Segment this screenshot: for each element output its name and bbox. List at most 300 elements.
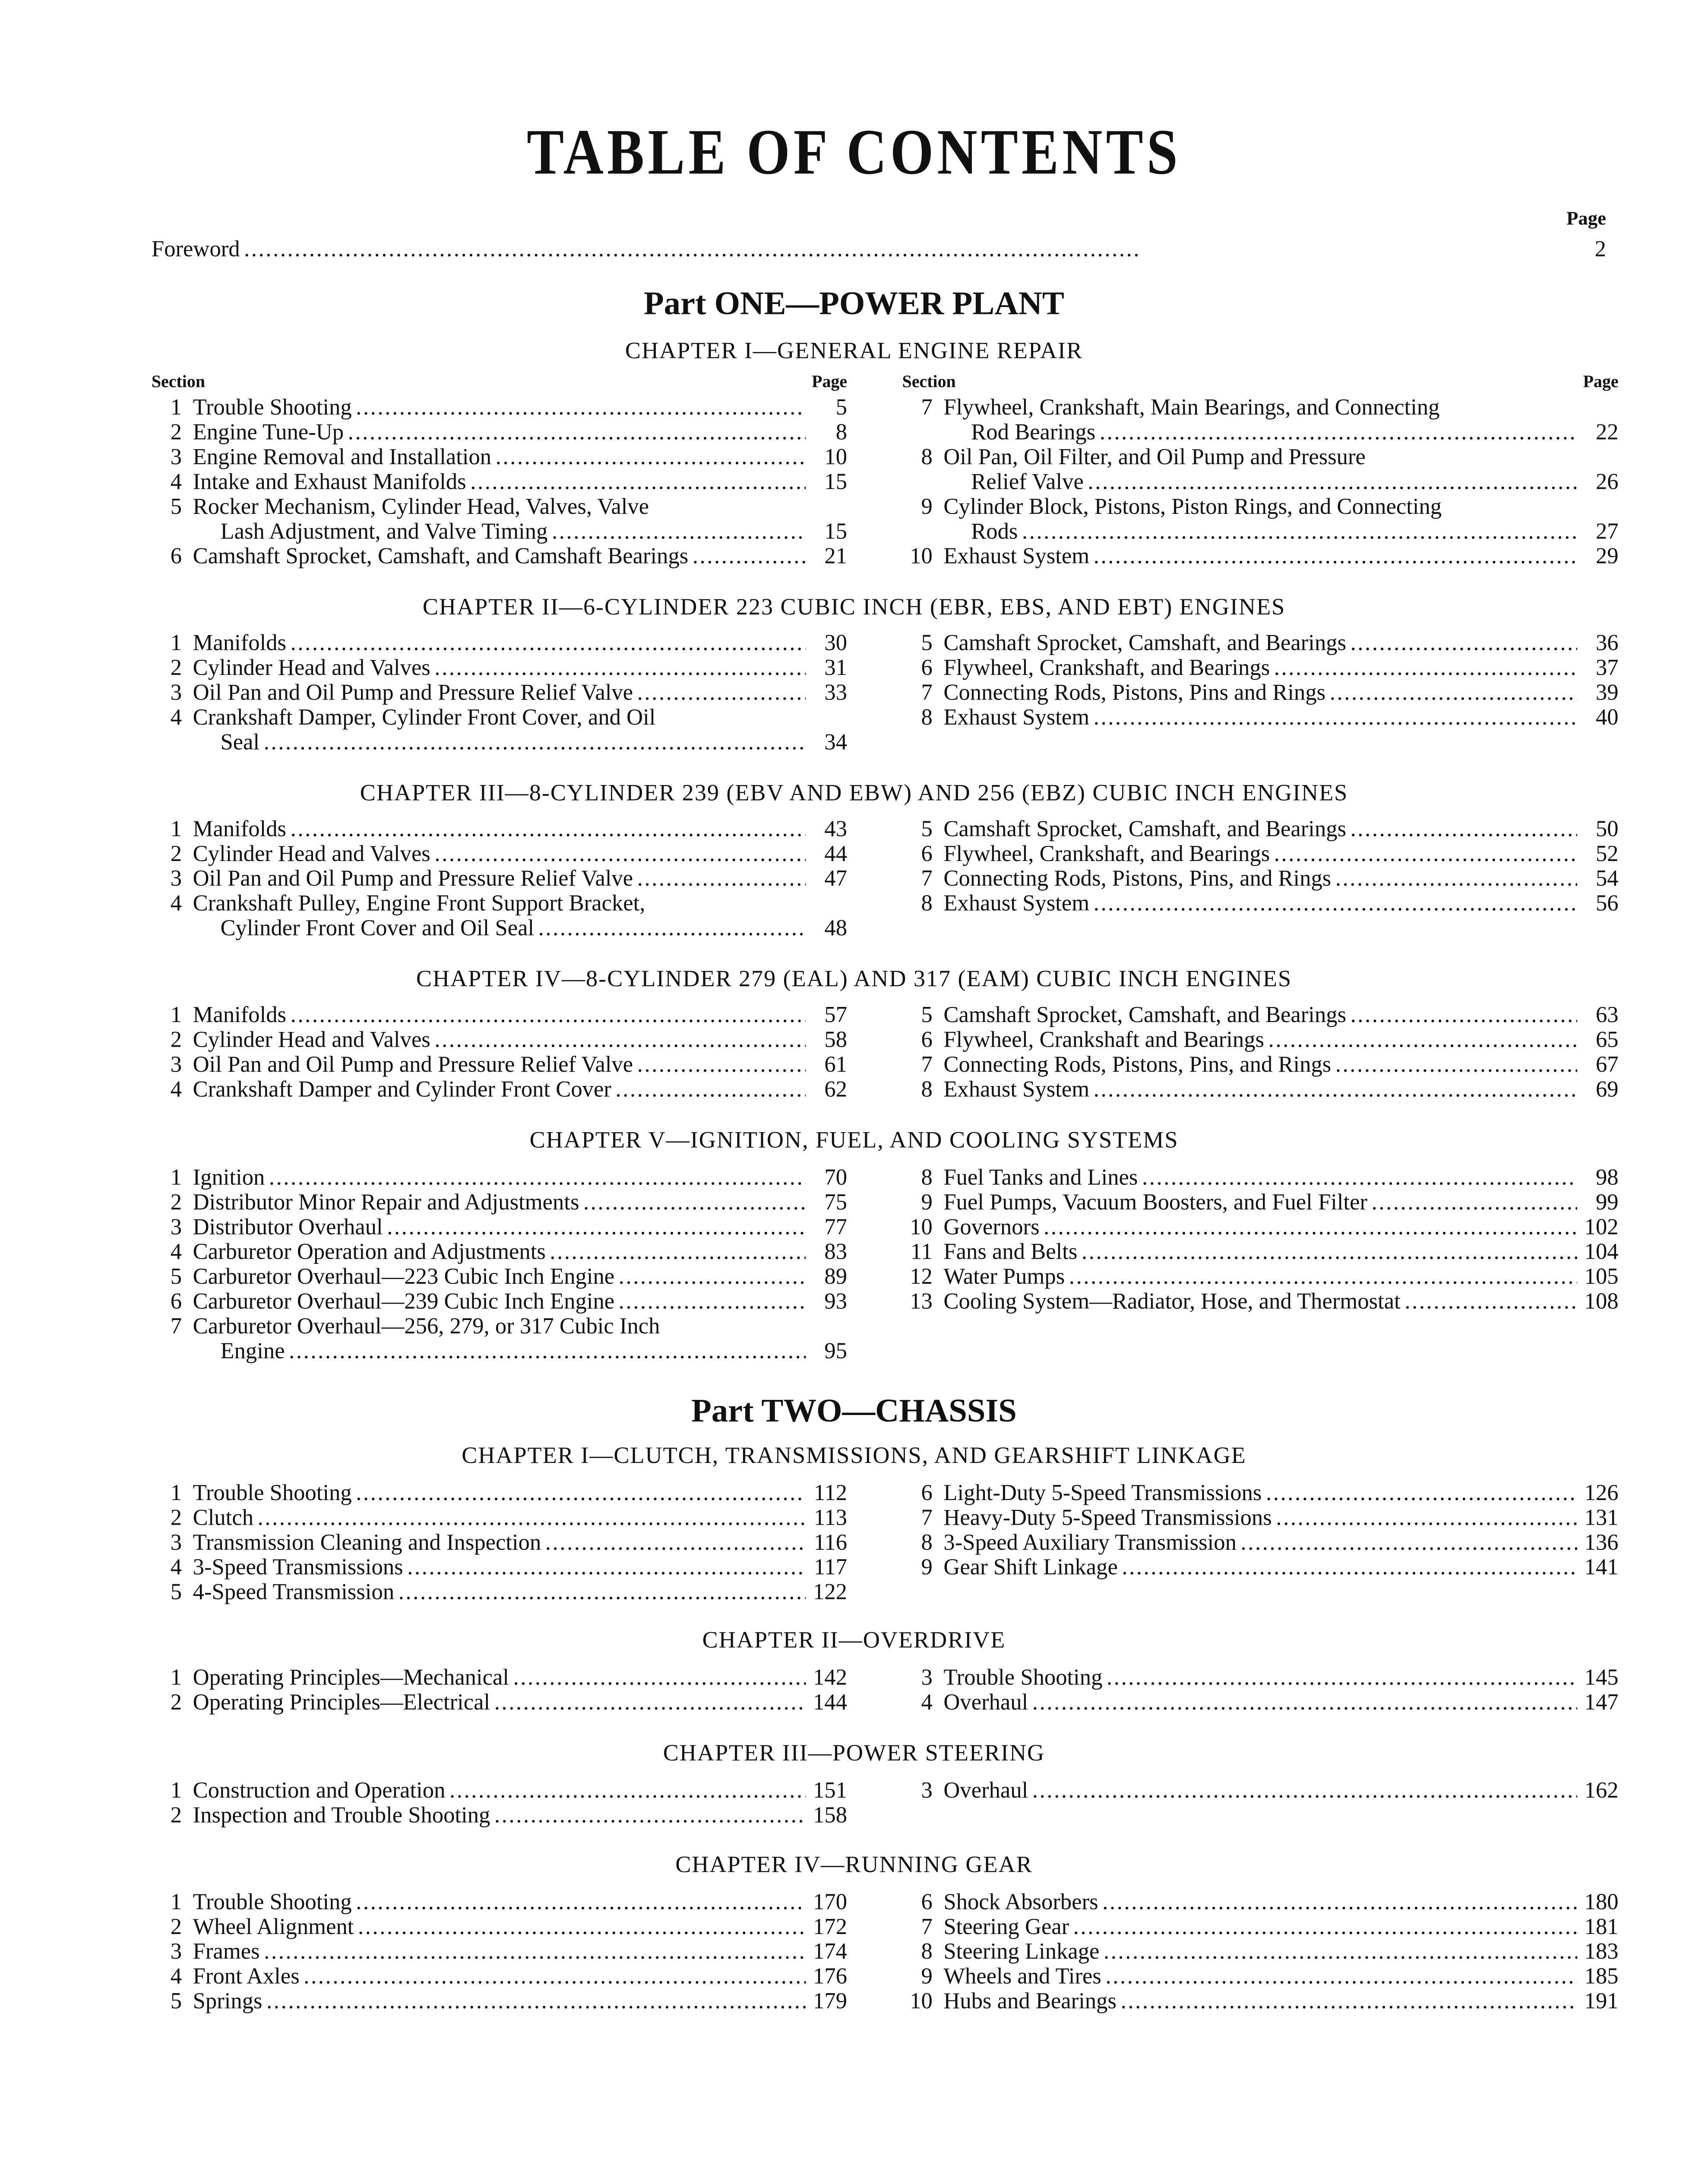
section-number: 12: [910, 1263, 933, 1289]
section-column-right: [902, 817, 1619, 916]
toc-entry: [902, 1690, 1619, 1715]
section-number: 4: [170, 704, 182, 730]
entry-row: [152, 817, 847, 842]
dot-leader: [1084, 470, 1577, 494]
section-number: 2: [170, 840, 182, 867]
entry-row: [152, 1530, 847, 1555]
dot-leader: [1098, 1890, 1577, 1915]
entry-row: [902, 420, 1619, 445]
entry-page: 27: [1595, 518, 1619, 544]
entry-page: 145: [1584, 1664, 1619, 1690]
toc-entry: [152, 817, 847, 842]
entry-page: 26: [1595, 468, 1619, 495]
entry-title: Carburetor Operation and Adjustments: [193, 1238, 546, 1265]
dot-leader: [1331, 1052, 1577, 1077]
toc-entry: [902, 842, 1619, 866]
entry-title: 3-Speed Auxiliary Transmission: [943, 1529, 1237, 1555]
entry-title: Camshaft Sprocket, Camshaft, and Bearings: [943, 815, 1347, 842]
entry-title: Relief Valve: [971, 468, 1084, 495]
entry-page: 158: [813, 1801, 848, 1828]
section-list: [902, 1890, 1619, 2014]
entry-title: Connecting Rods, Pistons, Pins, and Rings: [943, 865, 1332, 891]
section-number: 3: [921, 1664, 933, 1690]
section-number: 2: [170, 654, 182, 681]
entry-title: Rod Bearings: [971, 418, 1096, 445]
entry-title: Fans and Belts: [943, 1238, 1078, 1265]
chapter-title: CHAPTER III—8-CYLINDER 239 (EBV AND EBW) AND 256 (EBZ) CUBIC INCH ENGINES: [360, 779, 1348, 806]
entry-page: 116: [814, 1529, 848, 1555]
dot-leader: [614, 1264, 806, 1289]
section-number: 2: [170, 1688, 182, 1715]
entry-row: [902, 842, 1619, 866]
entry-title: Cylinder Front Cover and Oil Seal: [220, 915, 535, 941]
entry-page: 22: [1595, 418, 1619, 445]
entry-title: Cylinder Head and Valves: [193, 1026, 430, 1053]
dot-leader: [286, 817, 806, 842]
section-number: 9: [921, 493, 933, 519]
section-column-left: [152, 1481, 847, 1605]
section-list: [902, 396, 1619, 569]
entry-title: Engine: [220, 1337, 285, 1364]
section-number: 1: [170, 1479, 182, 1506]
section-number: 6: [921, 1479, 933, 1506]
section-number: 7: [921, 1504, 933, 1531]
section-column-left: [152, 372, 847, 569]
entry-title: Carburetor Overhaul—256, 279, or 317 Cubic Inch: [193, 1313, 660, 1339]
section-list: [902, 631, 1619, 730]
section-number: 1: [170, 1664, 182, 1690]
section-number: 9: [921, 1554, 933, 1580]
entry-title: Steering Linkage: [943, 1938, 1100, 1964]
entry-row: [902, 544, 1619, 569]
section-number: 5: [921, 629, 933, 656]
section-number: 7: [921, 1051, 933, 1077]
dot-leader: [466, 470, 806, 494]
entry-row: [902, 445, 1619, 469]
entry-title: Light-Duty 5-Speed Transmissions: [943, 1479, 1262, 1506]
entry-page: 142: [813, 1664, 848, 1690]
entry-title: Foreword: [151, 235, 240, 262]
toc-entry: [902, 655, 1619, 680]
page-label: Page: [1583, 372, 1619, 391]
section-number: 5: [921, 815, 933, 842]
dot-leader: [352, 396, 806, 420]
dot-leader: [1346, 631, 1577, 655]
entry-page: 108: [1584, 1288, 1619, 1314]
section-number: 10: [910, 1988, 933, 2014]
entry-row: [902, 1264, 1619, 1289]
entry-row: [902, 1530, 1619, 1555]
section-number: 1: [170, 1001, 182, 1028]
section-list: [152, 1778, 847, 1828]
toc-entry: [152, 1989, 847, 2013]
entry-title: Distributor Overhaul: [193, 1213, 383, 1240]
entry-row: [902, 1989, 1619, 2013]
entry-title: Cylinder Block, Pistons, Piston Rings, and Connecting: [943, 493, 1442, 519]
toc-entry: [152, 544, 847, 569]
entry-title: Carburetor Overhaul—223 Cubic Inch Engine: [193, 1263, 615, 1289]
entry-page: 52: [1595, 840, 1619, 867]
entry-page: 104: [1584, 1238, 1619, 1265]
section-list: [152, 1003, 847, 1102]
toc-entry: [902, 1028, 1619, 1052]
toc-entry: [152, 445, 847, 469]
section-number: 1: [170, 629, 182, 656]
section-number: 6: [921, 1888, 933, 1915]
entry-title: Exhaust System: [943, 890, 1090, 916]
entry-title: Overhaul: [943, 1777, 1028, 1803]
section-list: [152, 1481, 847, 1605]
dot-leader: [445, 1778, 806, 1803]
section-number: 3: [170, 1529, 182, 1555]
toc-entry: [152, 891, 847, 941]
entry-page: 93: [824, 1288, 848, 1314]
section-column-left: [152, 631, 847, 755]
entry-page: 83: [824, 1238, 848, 1265]
entry-page: 113: [814, 1504, 848, 1531]
entry-row: [902, 1506, 1619, 1530]
entry-row: [902, 1028, 1619, 1052]
entry-page: 95: [824, 1337, 848, 1364]
chapter-title: CHAPTER IV—8-CYLINDER 279 (EAL) AND 317 (EAM) CUBIC INCH ENGINES: [416, 966, 1292, 992]
entry-page: 185: [1584, 1963, 1619, 1989]
section-number: 4: [170, 468, 182, 495]
dot-leader: [352, 1481, 806, 1505]
entry-page: 57: [824, 1001, 848, 1028]
entry-title: Seal: [220, 728, 260, 755]
dot-leader: [1270, 655, 1577, 680]
entry-page: 63: [1595, 1001, 1619, 1028]
entry-title: Wheel Alignment: [193, 1913, 354, 1940]
entry-title: Crankshaft Damper and Cylinder Front Cover: [193, 1076, 611, 1102]
section-number: 8: [921, 1938, 933, 1964]
entry-row: [152, 867, 847, 891]
entry-title: Connecting Rods, Pistons, Pins and Rings: [943, 679, 1326, 706]
dot-leader: [1099, 1940, 1577, 1964]
entry-page: 56: [1595, 890, 1619, 916]
section-column-right: [902, 1890, 1619, 2014]
dot-leader: [286, 1003, 806, 1027]
toc-entry: [902, 1989, 1619, 2013]
entry-page: 30: [824, 629, 848, 656]
toc-entry: [152, 1580, 847, 1605]
entry-row: [152, 544, 847, 569]
entry-title: 4-Speed Transmission: [193, 1578, 395, 1605]
section-column-left: [152, 1003, 847, 1102]
section-number: 5: [170, 493, 182, 519]
section-number: 5: [170, 1263, 182, 1289]
toc-entry: [902, 1077, 1619, 1102]
entry-title: Exhaust System: [943, 542, 1090, 569]
entry-row: [902, 1190, 1619, 1215]
entry-page: 34: [824, 728, 848, 755]
entry-page: 10: [824, 443, 848, 470]
section-number: 3: [170, 1213, 182, 1240]
entry-page: 141: [1584, 1554, 1619, 1580]
dot-leader: [633, 681, 806, 705]
entry-row: [152, 1506, 847, 1530]
dot-leader: [614, 1289, 806, 1314]
entry-page: 50: [1595, 815, 1619, 842]
dot-leader: [383, 1215, 806, 1240]
entry-row: [152, 916, 847, 940]
section-column-right: [902, 1665, 1619, 1715]
entry-title: Flywheel, Crankshaft, and Bearings: [943, 654, 1270, 681]
section-number: 1: [170, 1888, 182, 1915]
section-number: 3: [170, 1051, 182, 1077]
entry-row: [152, 445, 847, 469]
entry-page: 47: [824, 865, 848, 891]
toc-entry: [152, 867, 847, 891]
entry-row: [902, 1003, 1619, 1027]
toc-entry: [902, 396, 1619, 445]
entry-row: [152, 705, 847, 730]
entry-page: 77: [824, 1213, 848, 1240]
toc-entry: [152, 1264, 847, 1289]
section-label: Section: [902, 372, 956, 391]
section-number: 6: [170, 542, 182, 569]
chapter-title: CHAPTER V—IGNITION, FUEL, AND COOLING SYSTEMS: [529, 1127, 1179, 1153]
dot-leader: [1069, 1915, 1577, 1939]
dot-leader: [285, 1339, 806, 1364]
entry-page: 48: [824, 915, 848, 941]
toc-entry: [902, 1890, 1619, 1915]
toc-entry: [152, 1803, 847, 1828]
dot-leader: [1346, 817, 1577, 842]
dot-leader: [547, 519, 806, 544]
entry-page: 70: [824, 1164, 848, 1190]
toc-entry: [152, 1890, 847, 1915]
dot-leader: [633, 1052, 806, 1077]
section-number: 7: [170, 1313, 182, 1339]
dot-leader: [611, 1077, 806, 1102]
entry-title: Rocker Mechanism, Cylinder Head, Valves, Valve: [193, 493, 649, 519]
entry-title: Engine Removal and Installation: [193, 443, 492, 470]
entry-page: 99: [1595, 1188, 1619, 1215]
toc-entry: [902, 1165, 1619, 1190]
dot-leader: [1367, 1190, 1577, 1215]
toc-entry: [152, 420, 847, 445]
section-number: 1: [170, 394, 182, 420]
entry-title: Manifolds: [193, 629, 287, 656]
dot-leader: [1401, 1289, 1577, 1314]
section-number: 3: [170, 865, 182, 891]
entry-row: [152, 1555, 847, 1580]
dot-leader: [240, 237, 1565, 262]
entry-page: 176: [813, 1963, 848, 1989]
entry-title: Heavy-Duty 5-Speed Transmissions: [943, 1504, 1272, 1531]
entry-title: Trouble Shooting: [193, 1888, 352, 1915]
entry-title: Operating Principles—Mechanical: [193, 1664, 509, 1690]
entry-row: [902, 1481, 1619, 1505]
entry-page: 174: [813, 1938, 848, 1964]
entry-page: 136: [1584, 1529, 1619, 1555]
entry-page: 37: [1595, 654, 1619, 681]
entry-row: [152, 1028, 847, 1052]
chapter-title: CHAPTER II—6-CYLINDER 223 CUBIC INCH (EBR, EBS, AND EBT) ENGINES: [422, 593, 1286, 620]
toc-entry: [152, 842, 847, 866]
section-list: [902, 1665, 1619, 1715]
entry-title: Engine Tune-Up: [193, 418, 344, 445]
dot-leader: [286, 631, 806, 655]
dot-leader: [1089, 544, 1577, 569]
entry-row: [152, 631, 847, 655]
toc-entry: [152, 681, 847, 705]
section-number: 8: [921, 1164, 933, 1190]
toc-entry: [152, 631, 847, 655]
entry-page: 21: [824, 542, 848, 569]
section-column-left: [152, 1165, 847, 1364]
toc-entry: [152, 1778, 847, 1803]
toc-entry: [152, 1555, 847, 1580]
entry-row: [902, 1915, 1619, 1939]
toc-entry: [152, 1052, 847, 1077]
section-number: 7: [921, 394, 933, 420]
chapter-title: CHAPTER III—POWER STEERING: [663, 1740, 1045, 1766]
section-number: 4: [170, 1963, 182, 1989]
section-number: 5: [170, 1988, 182, 2014]
toc-entry: [902, 1264, 1619, 1289]
entry-row: [902, 1289, 1619, 1314]
entry-page: 36: [1595, 629, 1619, 656]
entry-page: 112: [814, 1479, 848, 1506]
section-number: 4: [170, 1554, 182, 1580]
entry-row: [152, 1190, 847, 1215]
toc-entry: [902, 494, 1619, 544]
column-header: [902, 372, 1619, 393]
entry-row: [152, 1264, 847, 1289]
entry-page: 117: [814, 1554, 848, 1580]
entry-page: 75: [824, 1188, 848, 1215]
entry-title: Crankshaft Damper, Cylinder Front Cover, and Oil: [193, 704, 656, 730]
entry-title: Wheels and Tires: [943, 1963, 1101, 1989]
entry-title: Governors: [943, 1213, 1040, 1240]
foreword-entry: [152, 237, 1606, 265]
dot-leader: [1018, 519, 1577, 544]
entry-row: [152, 891, 847, 916]
dot-leader: [490, 1803, 806, 1828]
dot-leader: [1262, 1481, 1577, 1505]
entry-row: [152, 1314, 847, 1339]
section-list: [902, 817, 1619, 916]
entry-row: [152, 730, 847, 755]
dot-leader: [509, 1665, 806, 1690]
entry-title: Exhaust System: [943, 704, 1090, 730]
entry-title: Fuel Pumps, Vacuum Boosters, and Fuel Filter: [943, 1188, 1368, 1215]
section-number: 6: [170, 1288, 182, 1314]
section-number: 9: [921, 1963, 933, 1989]
toc-entry: [152, 1314, 847, 1364]
entry-row: [152, 470, 847, 494]
section-number: 1: [170, 1777, 182, 1803]
toc-entry: [152, 396, 847, 420]
entry-title: Exhaust System: [943, 1076, 1090, 1102]
section-list: [902, 1165, 1619, 1314]
entry-title: Oil Pan, Oil Filter, and Oil Pump and Pressure: [943, 443, 1366, 470]
entry-title: 3-Speed Transmissions: [193, 1554, 403, 1580]
entry-page: 15: [824, 468, 848, 495]
entry-row: [152, 1940, 847, 1964]
section-number: 2: [170, 418, 182, 445]
toc-entry: [152, 1003, 847, 1027]
section-number: 6: [921, 1026, 933, 1053]
toc-entry: [152, 1077, 847, 1102]
section-column-left: [152, 1778, 847, 1828]
toc-entry: [152, 1964, 847, 1989]
toc-entry: [902, 544, 1619, 569]
entry-title: Cylinder Head and Valves: [193, 840, 430, 867]
dot-leader: [394, 1580, 806, 1605]
dot-leader: [1028, 1778, 1577, 1803]
section-number: 2: [170, 1801, 182, 1828]
dot-leader: [300, 1964, 806, 1989]
toc-entry: [152, 1915, 847, 1939]
section-number: 6: [921, 840, 933, 867]
page-label: Page: [812, 372, 848, 391]
section-number: 7: [921, 1913, 933, 1940]
entry-title: Connecting Rods, Pistons, Pins, and Rings: [943, 1051, 1332, 1077]
section-number: 5: [921, 1001, 933, 1028]
entry-page: 172: [813, 1913, 848, 1940]
entry-row: [902, 1940, 1619, 1964]
entry-title: Shock Absorbers: [943, 1888, 1098, 1915]
entry-page: 181: [1584, 1913, 1619, 1940]
entry-row: [902, 1240, 1619, 1264]
entry-page: 179: [813, 1988, 848, 2014]
entry-row: [902, 1165, 1619, 1190]
section-number: 3: [921, 1777, 933, 1803]
entry-row: [902, 705, 1619, 730]
section-number: 1: [170, 815, 182, 842]
entry-row: [152, 1964, 847, 1989]
toc-entry: [902, 891, 1619, 916]
section-list: [902, 1003, 1619, 1102]
dot-leader: [1325, 681, 1577, 705]
entry-title: Rods: [971, 518, 1018, 544]
dot-leader: [253, 1506, 806, 1530]
dot-leader: [633, 867, 806, 891]
toc-entry: [902, 1289, 1619, 1314]
entry-title: Manifolds: [193, 1001, 287, 1028]
toc-entry: [902, 1240, 1619, 1264]
section-number: 3: [170, 1938, 182, 1964]
entry-page: 147: [1584, 1688, 1619, 1715]
page-column-label: Page: [1566, 209, 1606, 230]
section-list: [152, 1165, 847, 1364]
entry-title: Oil Pan and Oil Pump and Pressure Relief Valve: [193, 679, 633, 706]
dot-leader: [1065, 1264, 1577, 1289]
entry-page: 98: [1595, 1164, 1619, 1190]
entry-title: Front Axles: [193, 1963, 300, 1989]
toc-entry: [902, 1215, 1619, 1240]
dot-leader: [1138, 1165, 1577, 1190]
entry-row: [902, 891, 1619, 916]
section-number: 6: [921, 654, 933, 681]
dot-leader: [1077, 1240, 1577, 1264]
entry-page: 122: [813, 1578, 848, 1605]
dot-leader: [1331, 867, 1577, 891]
dot-leader: [260, 1940, 806, 1964]
entry-page: 67: [1595, 1051, 1619, 1077]
section-column-right: [902, 1165, 1619, 1314]
entry-page: 126: [1584, 1479, 1619, 1506]
entry-page: 131: [1584, 1504, 1619, 1531]
dot-leader: [546, 1240, 806, 1264]
entry-row: [152, 1665, 847, 1690]
entry-title: Ignition: [193, 1164, 265, 1190]
dot-leader: [1237, 1530, 1577, 1555]
section-column-left: [152, 817, 847, 941]
